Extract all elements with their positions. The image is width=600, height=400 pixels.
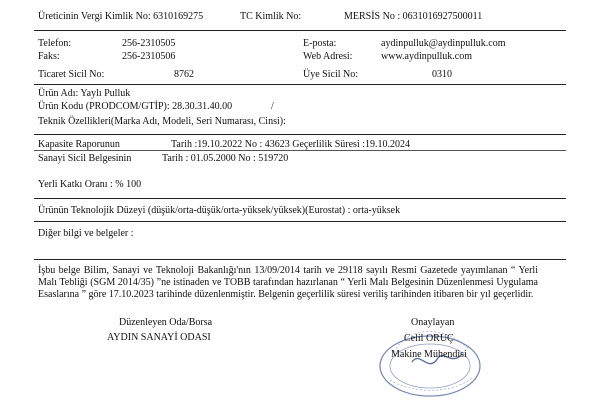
fax-value: 256-2310506 <box>122 51 176 62</box>
divider <box>34 30 566 31</box>
product-name: Ürün Adı: Yaylı Pulluk <box>38 88 131 99</box>
issuer-name: AYDIN SANAYİ ODASI <box>107 332 211 343</box>
phone-label: Telefon: <box>38 38 72 49</box>
product-code-slash: / <box>271 101 274 112</box>
divider <box>34 198 566 199</box>
web-label: Web Adresi: <box>303 51 353 62</box>
divider <box>34 84 566 85</box>
trade-registry-value: 8762 <box>174 69 194 80</box>
divider <box>34 221 566 222</box>
divider <box>34 150 566 151</box>
divider <box>34 259 566 260</box>
email-value: aydinpulluk@aydinpulluk.com <box>381 38 506 49</box>
phone-value: 256-2310505 <box>122 38 176 49</box>
product-code: Ürün Kodu (PRODCOM/GTİP): 28.30.31.40.00 <box>38 101 233 112</box>
capacity-report-detail: Tarih :19.10.2022 No : 43623 Geçerlilik Süresi :19.10.2024 <box>171 139 410 150</box>
other-documents: Diğer bilgi ve belgeler : <box>38 228 134 239</box>
technical-specs: Teknik Özellikleri(Marka Adı, Modeli, Seri Numarası, Cinsi): <box>38 116 286 127</box>
declaration-text: İşbu belge Bilim, Sanayi ve Teknoloji Bakanlığı'nın 13/09/2014 tarih ve 29118 sayılı Resmi Gazetede yayımlanan “ Yerli Malı Tebliği (SGM 2014/35) ”ne istinaden ve TOBB tarafından hazırlanan “ Yerli Malı Belgesinin Düzenlenmesi Uygulama Esaslarına ” göre 17.10.2023 tarihinde düzenlenmiştir. Belgenin geçerlilik süresi veriliş tarihinden itibaren bir yıl geçerlidir. <box>38 265 538 300</box>
local-content-rate: Yerli Katkı Oranı : % 100 <box>38 179 142 190</box>
capacity-report-label: Kapasite Raporunun <box>38 139 120 150</box>
email-label: E-posta: <box>303 38 337 49</box>
member-registry-label: Üye Sicil No: <box>303 69 358 80</box>
manufacturer-tax-id: Üreticinin Vergi Kimlik No: 6310169275 <box>38 11 204 22</box>
technology-level: Ürünün Teknolojik Düzeyi (düşük/orta-düşük/orta-yüksek/yüksek)(Eurostat) : orta-yüksek <box>38 205 401 216</box>
approver-title: Makine Mühendisi <box>391 349 467 360</box>
trade-registry-label: Ticaret Sicil No: <box>38 69 105 80</box>
approver-name: Celil ORUÇ <box>404 333 454 344</box>
approver-label: Onaylayan <box>411 317 455 328</box>
tc-id-label: TC Kimlik No: <box>240 11 302 22</box>
issuer-label: Düzenleyen Oda/Borsa <box>119 317 213 328</box>
industry-registry-detail: Tarih : 01.05.2000 No : 519720 <box>162 153 289 164</box>
mersis-number: MERSİS No : 0631016927500011 <box>344 11 483 22</box>
web-value: www.aydinpulluk.com <box>381 51 473 62</box>
industry-registry-label: Sanayi Sicil Belgesinin <box>38 153 132 164</box>
divider <box>34 134 566 135</box>
member-registry-value: 0310 <box>432 69 452 80</box>
fax-label: Faks: <box>38 51 60 62</box>
